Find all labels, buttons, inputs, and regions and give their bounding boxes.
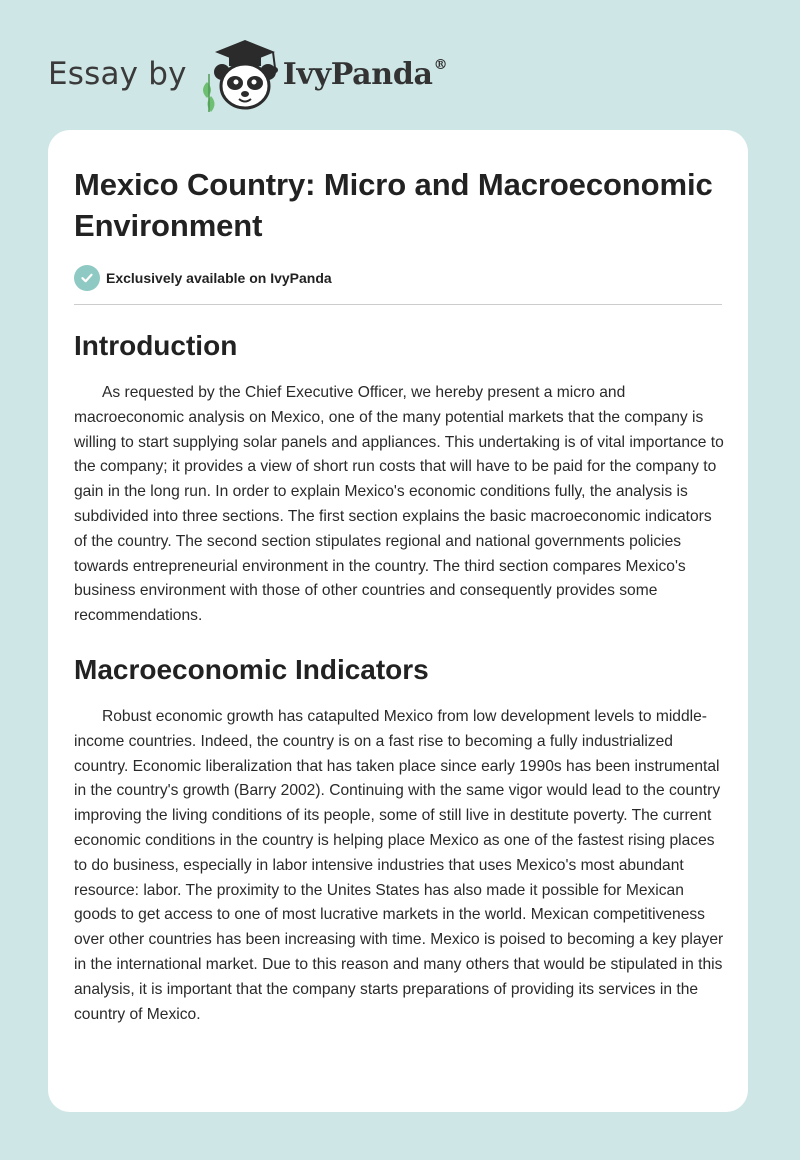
essay-by-label: Essay by (48, 56, 187, 92)
section-paragraph-macroeconomic-indicators: Robust economic growth has catapulted Mexico from low development levels to middle-income countries. Indeed, the country is on a fast rise to becoming a fully industrialized country. Economic liberalization that has taken place since early 1990s has been instrumental in the country's growth (Barry 2002). Continuing with the same vigor would lead to the country improving the living conditions of its people, some of still live in destitute poverty. The current economic conditions in the country is helping place Mexico as one of the fastest rising places to do business, especially in labor intensive industries that uses Mexico's most abundant resource: labor. The proximity to the Unites States has also made it possible for Mexican goods to get access to one of most lucrative markets in the world. Mexican competitiveness over other countries has been increasing with time. Mexico is poised to becoming a key player in the international market. Due to this reason and many others that would be stipulated in this analysis, it is important that the company starts preparations of providing its services in the country of Mexico. (74, 707, 724, 1023)
ivypanda-logo[interactable] (195, 34, 291, 114)
brand-name-text: IvyPanda (282, 56, 433, 92)
panda-graduate-icon (195, 34, 291, 114)
brand-name[interactable] (283, 57, 448, 92)
checkmark-icon (74, 265, 100, 291)
trademark-symbol: ® (433, 56, 448, 73)
site-header (48, 34, 447, 114)
exclusive-badge (74, 264, 722, 292)
section-heading-introduction: Introduction (74, 330, 238, 361)
divider (74, 304, 722, 305)
page-title: Mexico Country: Micro and Macroeconomic Environment (74, 167, 713, 243)
exclusive-label: Exclusively available on IvyPanda (106, 270, 332, 286)
essay-card (48, 130, 748, 1112)
section-heading-macroeconomic-indicators: Macroeconomic Indicators (74, 653, 429, 685)
section-paragraph-introduction: As requested by the Chief Executive Officer, we hereby present a micro and macroeconomic analysis on Mexico, one of the many potential markets that the company is willing to start supplying solar panels and appliances. This undertaking is of vital importance to the company; it provides a view of short run costs that will have to be paid for the company to gain in the long run. In order to explain Mexico's economic conditions fully, the analysis is subdivided into three sections. The first section explains the basic macroeconomic indicators of the country. The second section stipulates regional and national governments policies towards entrepreneurial environment in the country. The third section compares Mexico's business environment with those of other countries and consequently provides some recommendations. (74, 384, 724, 625)
